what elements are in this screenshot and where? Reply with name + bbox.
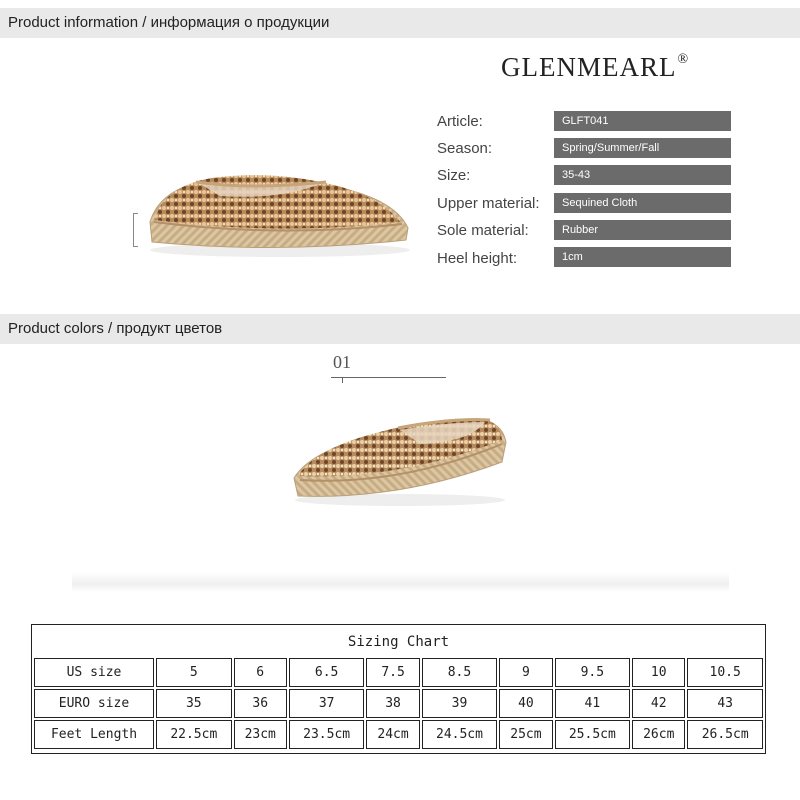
color-variant-number: 01 [333, 352, 351, 372]
product-colors-header: Product colors / продукт цветов [0, 314, 800, 344]
spec-value-season: Spring/Summer/Fall [554, 138, 731, 158]
table-cell: 7.5 [366, 658, 419, 687]
spec-label-season: Season: [437, 140, 493, 157]
brand-logo [501, 52, 689, 83]
divider-shadow [72, 572, 729, 592]
table-cell: 23.5cm [289, 720, 365, 749]
table-cell: 10.5 [687, 658, 763, 687]
table-cell: 25.5cm [555, 720, 631, 749]
table-cell: 8.5 [422, 658, 498, 687]
spec-label-sole-material: Sole material: [437, 222, 529, 239]
table-cell: 22.5cm [156, 720, 232, 749]
table-cell: 23cm [234, 720, 287, 749]
table-cell: 24.5cm [422, 720, 498, 749]
table-cell: 39 [422, 689, 498, 718]
product-info-header: Product information / информация о продукции [0, 8, 800, 38]
table-cell: 5 [156, 658, 232, 687]
row-label: US size [34, 658, 154, 687]
variant-tick [342, 377, 343, 383]
table-cell: 26.5cm [687, 720, 763, 749]
product-photo-shoe [130, 150, 420, 260]
table-cell: 40 [499, 689, 552, 718]
table-cell: 25cm [499, 720, 552, 749]
table-cell: 26cm [632, 720, 685, 749]
table-cell: 41 [555, 689, 631, 718]
spec-label-article: Article: [437, 113, 483, 130]
table-cell: 43 [687, 689, 763, 718]
sizing-chart-table [32, 625, 765, 751]
spec-value-upper-material: Sequined Cloth [554, 193, 731, 213]
sizing-chart-title: Sizing Chart [347, 633, 450, 650]
spec-label-upper-material: Upper material: [437, 195, 540, 212]
table-cell: 9 [499, 658, 552, 687]
table-cell: 9.5 [555, 658, 631, 687]
sizing-chart [31, 624, 766, 754]
table-cell: 35 [156, 689, 232, 718]
table-cell: 36 [234, 689, 287, 718]
table-row-us-size [34, 658, 763, 687]
table-cell: 37 [289, 689, 365, 718]
table-cell: 38 [366, 689, 419, 718]
table-cell: 24cm [366, 720, 419, 749]
table-cell: 10 [632, 658, 685, 687]
table-row-feet-length [34, 720, 763, 749]
spec-label-heel-height: Heel height: [437, 250, 518, 267]
brand-name: GLENMEARL [501, 52, 677, 82]
spec-value-sole-material: Rubber [554, 220, 731, 240]
table-cell: 6 [234, 658, 287, 687]
table-cell: 42 [632, 689, 685, 718]
spec-value-heel-height: 1cm [554, 247, 731, 267]
spec-value-article: GLFT041 [554, 111, 731, 131]
table-cell: 6.5 [289, 658, 365, 687]
table-row-euro-size [34, 689, 763, 718]
row-label: EURO size [34, 689, 154, 718]
row-label: Feet Length [34, 720, 154, 749]
spec-label-size: Size: [437, 167, 471, 184]
spec-value-size: 35-43 [554, 165, 731, 185]
color-variant-photo-shoe [280, 400, 520, 510]
registered-mark: ® [677, 52, 690, 67]
variant-underline [331, 377, 446, 378]
